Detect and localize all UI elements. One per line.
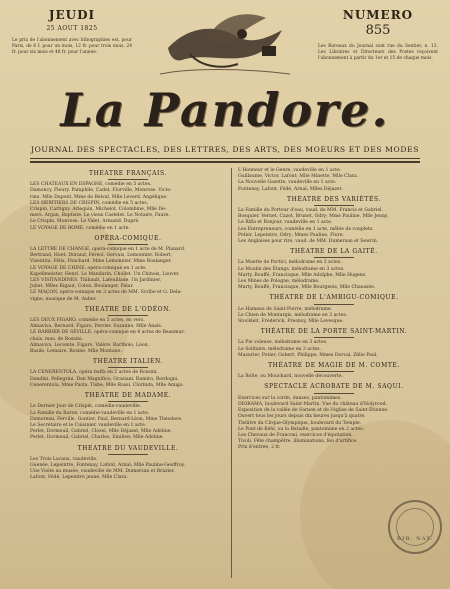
divider-rule — [30, 158, 420, 159]
section-heading: THÉATRE ITALIEN. — [30, 359, 226, 368]
issue-number: 855 — [365, 23, 391, 38]
listing-line: Perlet, Dormeuil, Gabriel, Clozel, Mlle Déjazet, Mlle Adeline. — [30, 429, 172, 435]
theatre-section — [30, 446, 226, 482]
subscription-notice: Le prix de l'abonnement avec lithographies est, pour Paris, de 6 f. pour un mois, 12 fr. pour trois mois, 24 fr. pour six mois et 48 fr. pour l'année. — [12, 38, 132, 55]
column-divider — [231, 168, 232, 578]
theatre-section — [30, 236, 226, 303]
listing-line: Le Rifla et Bonjour, vaudeville en 1 acte. — [238, 220, 333, 226]
listing-line: LA CENERENTOLA, opéra buffa en 2 actes de Rossini. — [30, 370, 158, 376]
listing-line: Marty, Bouffé, Francisque, Mlle Bourgeois, Mlle Chaussée. — [238, 285, 376, 291]
listing-line: Mazurier, Potier, Gobert, Philippe; Mmes Dorval, Zélie Paul. — [238, 352, 378, 358]
listing-line: Tivoli. Fête champêtre, illuminations, feu d'artifice. — [238, 439, 358, 445]
listing-line: Une Visite au musée, vaudeville de MM. Dumersan et Brazier. — [30, 469, 175, 475]
listing-line: DIORAMA, boulevard Saint-Martin. Vue du château d'Holyrood. — [238, 401, 387, 407]
listing-line: LES CHATEAUX EN ESPAGNE, comédie en 5 actes. — [30, 182, 152, 188]
section-heading: THÉATRE DE MAGIE DE M. COMTE. — [238, 363, 430, 372]
listing-line: Guillaume, Victor, Lafont; Mlle Minette, Mlle Clara. — [238, 174, 359, 180]
right-column — [238, 168, 430, 456]
masthead-left — [12, 8, 132, 56]
listing-line: Les Entrepreneurs, comédie en 1 acte, mêlée de couplets. — [238, 226, 374, 232]
listing-line: LE MAÇON, opéra-comique en 3 actes de MM. Scribe et G. Dela- — [30, 290, 182, 296]
issue-number-label: NUMERO — [342, 8, 414, 22]
listing-line: LA LETTRE DE CHANGE, opéra-comique en 1 acte de M. Planard. — [30, 247, 186, 253]
divider-rule — [30, 161, 420, 163]
section-heading: SPECTACLE ACROBATE DE M. SAQUI. — [238, 384, 430, 393]
listing-line: Potier, Lepeintre, Odry; Mmes Pauline, Flore. — [238, 232, 344, 238]
listing-line: Prix d'entrée, 2 fr. — [238, 445, 281, 451]
issue-day: JEUDI — [48, 8, 96, 22]
left-column — [30, 168, 226, 486]
listing-line: Stockleit, Frédérick, Fresnoy, Mlle Levesque. — [238, 319, 344, 325]
section-heading: THÉATRE DES VARIÉTÉS. — [238, 197, 430, 206]
section-heading: THEATRE DE MADAME. — [30, 393, 226, 402]
listing-line: Le Dernier Jour de Crispin, comédie-vaudeville. — [30, 404, 142, 410]
section-heading: THEATRE DU VAUDEVILLE. — [30, 446, 226, 455]
listing-line: Le Pont de Kehl, ou la Bataille, pantomime en 2 actes. — [238, 426, 365, 432]
listing-line: Le Hameau de Saint-Pierre, mélodrame. — [238, 306, 333, 312]
theatre-section — [238, 363, 430, 380]
listing-line: Le Solitaire, mélodrame en 3 actes. — [238, 346, 321, 352]
listing-line: Cenerentola, Mme Pasta. Tisbe, Mlle Rossi. Clorinda, Mlle Amigo. — [30, 382, 184, 388]
listing-line: La Famille du Porteur d'eau, vaud. de MM. Francis et Gabriel. — [238, 208, 383, 214]
section-heading: THÉATRE DE L'AMBIGU-COMIQUE. — [238, 295, 430, 304]
listing-line: Le Moulin des Étangs, mélodrame en 3 actes. — [238, 266, 345, 272]
library-stamp — [388, 500, 442, 554]
listing-line: Le Crispin, Monrose. Le Valet, Armand. Dupré. — [30, 219, 140, 225]
issue-date: 25 AOUT 1825 — [46, 25, 98, 32]
listing-line: Les Mines de Pologne, mélodrame. — [238, 279, 320, 285]
theatre-section — [238, 329, 430, 359]
listing-line: La Muette de Portici, mélodrame en 3 actes. — [238, 260, 342, 266]
listing-line: Bertrand, Huet. Durand, Féréol. Gervais, Lemonnier. Robert, — [30, 253, 173, 259]
theatre-section — [30, 359, 226, 389]
theatre-section — [238, 197, 430, 245]
listing-line: LES HÉRITIERS DE CRISPIN, comédie en 5 actes. — [30, 200, 149, 206]
listing-line: Dandini, Pellegrini. Don Magnifico, Graziani. Ramiro, Bordogni. — [30, 376, 179, 382]
listing-line: La Pie voleuse, mélodrame en 3 actes. — [238, 340, 328, 346]
listing-line: LE BARBIER DE SÉVILLE, opéra-comique en 4 actes de Beaumar- — [30, 330, 186, 336]
listing-line: Fontenay, Lafont, Fédé, Arnal; Mlles Déjazet. — [238, 186, 343, 192]
section-heading: THÉATRE DE LA GAITÉ. — [238, 249, 430, 258]
listing-line: Bosquier, Vernet, Cazot, Brunet, Odry; Mme Pauline, Mlle Jenny. — [238, 214, 389, 220]
listing-line: La Nouvelle Gazette, vaudeville en 1 acte. — [238, 180, 337, 186]
listing-line: Exercices sur la corde, danses, pantomimes. — [238, 395, 342, 401]
theatre-section — [30, 393, 226, 441]
listing-line: Perlet, Dormeuil, Gabriel, Charles, Emilien; Mlle Adeline. — [30, 435, 164, 441]
listing-line: Marty, Bouffé, Francisque, Mlle Adolphe, Mlle Hugens. — [238, 272, 367, 278]
section-heading: THEATRE DE L'ODÉON. — [30, 307, 226, 316]
listing-line: Le Secrétaire et le Cuisinier, vaudeville en 1 acte. — [30, 422, 147, 428]
listing-line: L'Honneur et le Genre, vaudeville en 1 acte. — [238, 168, 342, 173]
listing-line: LES VISITANDINES. Thibault, Lafeuillade. Un Jardinier, — [30, 278, 162, 284]
theatre-section — [30, 307, 226, 355]
listing-line: Damoreau, Ferville, Gontier, Paul, Bernard-Léon, Mme Théodore. — [30, 416, 183, 422]
listing-line: La Boîte, ou Mouchard, nouvelle découverte. — [238, 374, 343, 380]
listing-line: Exposition de la vallée de Sarnen et de l'église de Saint-Étienne. — [238, 408, 389, 414]
theatre-section — [30, 171, 226, 232]
listing-line: vigne, musique de M. Auber. — [30, 296, 97, 302]
listing-line: mers. Argan, Baptiste. Le vieux Castelet. Le Notaire, Faure. — [30, 213, 170, 219]
section-heading: OPÉRA-COMIQUE. — [30, 236, 226, 245]
listing-line: Lafont, Fédé, Lepeintre jeune, Mlle Clara. — [30, 475, 128, 481]
listing-line: Almaviva, Bernard. Figaro, Perrier. Suzanne, Mlle Anaïs. — [30, 324, 163, 330]
listing-line: Les Anglaises pour rire, vaud. de MM. Dumersan et Sewrin. — [238, 239, 379, 245]
listing-line: Basile, Lemaire. Rosine, Mlle Montano. — [30, 349, 122, 355]
listing-line: Damoncy, Fleury. Pamphile, Cadet. Florville, Monrose. Victo- — [30, 188, 172, 194]
listing-line: Le Chien de Montargis, mélodrame en 3 actes. — [238, 312, 348, 318]
listing-line: Ouvert tous les jours depuis dix heures jusqu'à quatre. — [238, 414, 366, 420]
newspaper-title: La Pandore. — [60, 83, 390, 137]
bureau-notice: Les Bureaux du Journal sont rue du Sentier, n. 13. Les Libraires et Directeurs des Postes reçoivent l'abonnement à partir du 1er et 15 de chaque mois. — [318, 44, 438, 61]
listing-line: La Famille du Baron, comédie-vaudeville en 1 acte. — [30, 410, 150, 416]
listing-line: rine, Mlle Dupont. Mme de Belval, Mlle Leverd. Angélique. — [30, 194, 168, 200]
listing-line: Crispin, Cartigny. Arlequin, Michelot. Colombine, Mlle De- — [30, 207, 167, 213]
flying-muse-illustration — [150, 4, 300, 82]
listing-line: LE VOYAGE DE CHINE, opéra-comique en 1 acte. — [30, 265, 147, 271]
masthead-right — [318, 8, 438, 62]
listing-line: Kapellmeister, Henri. Le Mandarin, Chollet. Un Chinois, Louvet. — [30, 271, 180, 277]
newspaper-subtitle: JOURNAL DES SPECTACLES, DES LETTRES, DES ARTS, DES MOEURS ET DES MODES — [30, 145, 420, 154]
section-heading: THÉATRE DE LA PORTE SAINT-MARTIN. — [238, 329, 430, 338]
listing-line: LES DEUX FIGARO, comédie en 5 actes, en vers. — [30, 318, 145, 324]
theatre-section — [238, 384, 430, 451]
listing-line: Théâtre du Cirque-Olympique, boulevard du Temple. — [238, 420, 362, 426]
listing-line: Juliet. Mlles Rigaut, Colon, Boulanger, Palar. — [30, 284, 134, 290]
theatre-section — [238, 249, 430, 291]
listing-line: Vizentini. Félix, Ponchard. Mme Lemonnier. Mme Boulanger. — [30, 259, 172, 265]
listing-line: Guenée, Lepeintre, Fontenay, Lafont, Arnal; Mlle Pauline-Geoffroy. — [30, 462, 186, 468]
listing-line: LE VOYAGE DE ROME, comédie en 1 acte. — [30, 225, 130, 231]
section-heading: THEATRE FRANÇAIS. — [30, 171, 226, 180]
listing-line: Almaviva, Lecomte. Figaro, Valère. Bartholo, Léon. — [30, 342, 150, 348]
listing-line: Les Chevaux de Franconi, exercices d'équitation. — [238, 432, 353, 438]
listing-line: Les Trois Lacaux, vaudeville. — [30, 456, 98, 462]
listing-line: chais, mus. de Rossini. — [30, 336, 84, 342]
stamp-text: BIB. NAT. — [396, 536, 434, 542]
theatre-section — [238, 168, 430, 193]
theatre-section — [238, 295, 430, 325]
